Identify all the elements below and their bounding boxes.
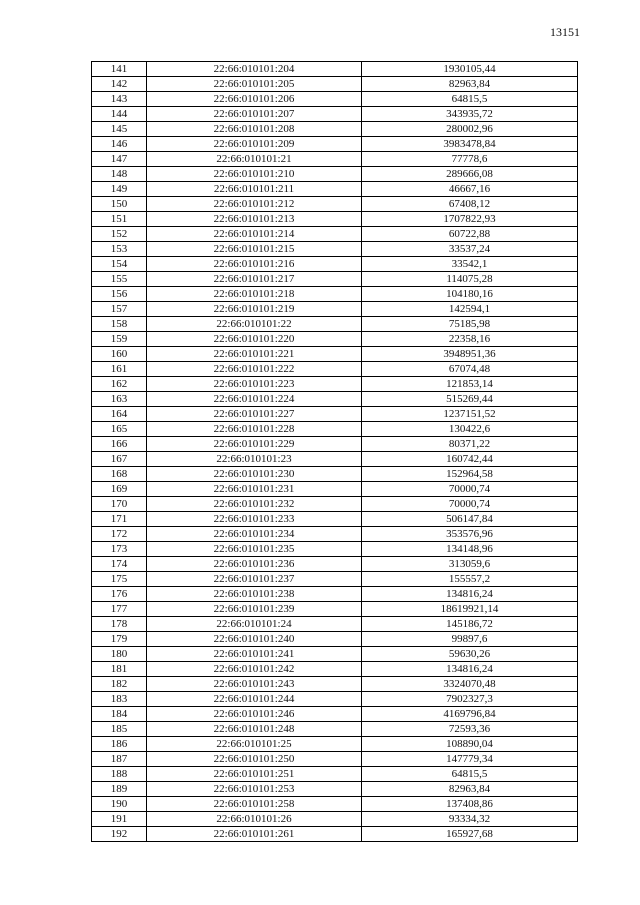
table-row — [92, 77, 578, 92]
cadastral-number-cell: 22:66:010101:223 — [147, 377, 362, 392]
table-row — [92, 692, 578, 707]
table-row — [92, 107, 578, 122]
cadastral-number-cell: 22:66:010101:240 — [147, 632, 362, 647]
table-row — [92, 482, 578, 497]
cadastral-value-cell: 59630,26 — [362, 647, 578, 662]
table-row — [92, 467, 578, 482]
table-row — [92, 212, 578, 227]
cadastral-number-cell: 22:66:010101:246 — [147, 707, 362, 722]
cadastral-number-cell: 22:66:010101:244 — [147, 692, 362, 707]
table-row — [92, 272, 578, 287]
table-row — [92, 662, 578, 677]
cadastral-number-cell: 22:66:010101:212 — [147, 197, 362, 212]
cadastral-number-cell: 22:66:010101:220 — [147, 332, 362, 347]
cadastral-number-cell: 22:66:010101:242 — [147, 662, 362, 677]
cadastral-number-cell: 22:66:010101:214 — [147, 227, 362, 242]
cadastral-value-cell: 93334,32 — [362, 812, 578, 827]
cadastral-number-cell: 22:66:010101:253 — [147, 782, 362, 797]
row-number-cell: 170 — [92, 497, 147, 512]
table-row — [92, 587, 578, 602]
row-number-cell: 169 — [92, 482, 147, 497]
row-number-cell: 184 — [92, 707, 147, 722]
table-row — [92, 257, 578, 272]
cadastral-value-cell: 114075,28 — [362, 272, 578, 287]
table-row — [92, 722, 578, 737]
table-row — [92, 797, 578, 812]
cadastral-number-cell: 22:66:010101:230 — [147, 467, 362, 482]
row-number-cell: 183 — [92, 692, 147, 707]
table-row — [92, 197, 578, 212]
table-row — [92, 62, 578, 77]
row-number-cell: 187 — [92, 752, 147, 767]
cadastral-number-cell: 22:66:010101:229 — [147, 437, 362, 452]
cadastral-number-cell: 22:66:010101:258 — [147, 797, 362, 812]
table-row — [92, 632, 578, 647]
cadastral-value-cell: 343935,72 — [362, 107, 578, 122]
cadastral-value-cell: 515269,44 — [362, 392, 578, 407]
row-number-cell: 142 — [92, 77, 147, 92]
cadastral-value-cell: 130422,6 — [362, 422, 578, 437]
cadastral-value-cell: 289666,08 — [362, 167, 578, 182]
cadastral-value-cell: 108890,04 — [362, 737, 578, 752]
cadastral-number-cell: 22:66:010101:250 — [147, 752, 362, 767]
cadastral-number-cell: 22:66:010101:216 — [147, 257, 362, 272]
cadastral-value-table — [91, 61, 578, 842]
cadastral-value-cell: 82963,84 — [362, 782, 578, 797]
cadastral-value-cell: 152964,58 — [362, 467, 578, 482]
table-row — [92, 767, 578, 782]
cadastral-number-cell: 22:66:010101:24 — [147, 617, 362, 632]
row-number-cell: 147 — [92, 152, 147, 167]
row-number-cell: 173 — [92, 542, 147, 557]
cadastral-value-cell: 75185,98 — [362, 317, 578, 332]
cadastral-value-cell: 104180,16 — [362, 287, 578, 302]
cadastral-number-cell: 22:66:010101:233 — [147, 512, 362, 527]
table-row — [92, 392, 578, 407]
cadastral-number-cell: 22:66:010101:25 — [147, 737, 362, 752]
cadastral-value-cell: 1237151,52 — [362, 407, 578, 422]
table-row — [92, 137, 578, 152]
table-row — [92, 152, 578, 167]
table-row — [92, 347, 578, 362]
table-row — [92, 182, 578, 197]
table-row — [92, 542, 578, 557]
cadastral-value-cell: 7902327,3 — [362, 692, 578, 707]
cadastral-number-cell: 22:66:010101:213 — [147, 212, 362, 227]
row-number-cell: 164 — [92, 407, 147, 422]
row-number-cell: 188 — [92, 767, 147, 782]
cadastral-number-cell: 22:66:010101:241 — [147, 647, 362, 662]
cadastral-value-cell: 77778,6 — [362, 152, 578, 167]
row-number-cell: 153 — [92, 242, 147, 257]
cadastral-value-cell: 134148,96 — [362, 542, 578, 557]
cadastral-number-cell: 22:66:010101:235 — [147, 542, 362, 557]
table-row — [92, 557, 578, 572]
cadastral-number-cell: 22:66:010101:248 — [147, 722, 362, 737]
row-number-cell: 149 — [92, 182, 147, 197]
row-number-cell: 189 — [92, 782, 147, 797]
cadastral-value-cell: 70000,74 — [362, 497, 578, 512]
row-number-cell: 178 — [92, 617, 147, 632]
table-row — [92, 92, 578, 107]
cadastral-value-cell: 33542,1 — [362, 257, 578, 272]
row-number-cell: 159 — [92, 332, 147, 347]
row-number-cell: 154 — [92, 257, 147, 272]
row-number-cell: 157 — [92, 302, 147, 317]
row-number-cell: 186 — [92, 737, 147, 752]
cadastral-number-cell: 22:66:010101:218 — [147, 287, 362, 302]
row-number-cell: 155 — [92, 272, 147, 287]
table-row — [92, 677, 578, 692]
table-row — [92, 737, 578, 752]
cadastral-number-cell: 22:66:010101:219 — [147, 302, 362, 317]
row-number-cell: 182 — [92, 677, 147, 692]
table-row — [92, 617, 578, 632]
table-row — [92, 512, 578, 527]
cadastral-value-cell: 18619921,14 — [362, 602, 578, 617]
cadastral-number-cell: 22:66:010101:222 — [147, 362, 362, 377]
row-number-cell: 143 — [92, 92, 147, 107]
cadastral-number-cell: 22:66:010101:204 — [147, 62, 362, 77]
row-number-cell: 160 — [92, 347, 147, 362]
table-row — [92, 437, 578, 452]
table-row — [92, 407, 578, 422]
cadastral-number-cell: 22:66:010101:208 — [147, 122, 362, 137]
cadastral-value-cell: 145186,72 — [362, 617, 578, 632]
cadastral-value-cell: 313059,6 — [362, 557, 578, 572]
cadastral-value-cell: 70000,74 — [362, 482, 578, 497]
row-number-cell: 165 — [92, 422, 147, 437]
row-number-cell: 177 — [92, 602, 147, 617]
cadastral-number-cell: 22:66:010101:207 — [147, 107, 362, 122]
row-number-cell: 148 — [92, 167, 147, 182]
cadastral-number-cell: 22:66:010101:251 — [147, 767, 362, 782]
cadastral-value-cell: 280002,96 — [362, 122, 578, 137]
row-number-cell: 185 — [92, 722, 147, 737]
row-number-cell: 163 — [92, 392, 147, 407]
row-number-cell: 151 — [92, 212, 147, 227]
cadastral-value-cell: 1930105,44 — [362, 62, 578, 77]
cadastral-number-cell: 22:66:010101:26 — [147, 812, 362, 827]
cadastral-number-cell: 22:66:010101:237 — [147, 572, 362, 587]
cadastral-number-cell: 22:66:010101:231 — [147, 482, 362, 497]
cadastral-value-cell: 33537,24 — [362, 242, 578, 257]
cadastral-value-cell: 4169796,84 — [362, 707, 578, 722]
row-number-cell: 168 — [92, 467, 147, 482]
row-number-cell: 161 — [92, 362, 147, 377]
table-row — [92, 377, 578, 392]
table-row — [92, 227, 578, 242]
cadastral-value-cell: 72593,36 — [362, 722, 578, 737]
row-number-cell: 172 — [92, 527, 147, 542]
cadastral-number-cell: 22:66:010101:21 — [147, 152, 362, 167]
table-row — [92, 752, 578, 767]
cadastral-number-cell: 22:66:010101:210 — [147, 167, 362, 182]
row-number-cell: 167 — [92, 452, 147, 467]
row-number-cell: 176 — [92, 587, 147, 602]
cadastral-value-cell: 67074,48 — [362, 362, 578, 377]
cadastral-number-cell: 22:66:010101:211 — [147, 182, 362, 197]
row-number-cell: 191 — [92, 812, 147, 827]
table-row — [92, 242, 578, 257]
row-number-cell: 152 — [92, 227, 147, 242]
row-number-cell: 141 — [92, 62, 147, 77]
row-number-cell: 166 — [92, 437, 147, 452]
cadastral-number-cell: 22:66:010101:238 — [147, 587, 362, 602]
cadastral-value-cell: 82963,84 — [362, 77, 578, 92]
table-row — [92, 812, 578, 827]
row-number-cell: 181 — [92, 662, 147, 677]
table-row — [92, 317, 578, 332]
cadastral-value-cell: 147779,34 — [362, 752, 578, 767]
cadastral-number-cell: 22:66:010101:205 — [147, 77, 362, 92]
cadastral-value-cell: 142594,1 — [362, 302, 578, 317]
table-row — [92, 332, 578, 347]
cadastral-value-cell: 22358,16 — [362, 332, 578, 347]
row-number-cell: 171 — [92, 512, 147, 527]
cadastral-value-cell: 134816,24 — [362, 587, 578, 602]
row-number-cell: 175 — [92, 572, 147, 587]
cadastral-value-cell: 165927,68 — [362, 827, 578, 842]
cadastral-number-cell: 22:66:010101:234 — [147, 527, 362, 542]
table-row — [92, 362, 578, 377]
cadastral-number-cell: 22:66:010101:206 — [147, 92, 362, 107]
table-row — [92, 167, 578, 182]
cadastral-value-cell: 137408,86 — [362, 797, 578, 812]
cadastral-value-cell: 46667,16 — [362, 182, 578, 197]
row-number-cell: 146 — [92, 137, 147, 152]
row-number-cell: 162 — [92, 377, 147, 392]
cadastral-value-cell: 64815,5 — [362, 92, 578, 107]
cadastral-number-cell: 22:66:010101:224 — [147, 392, 362, 407]
row-number-cell: 150 — [92, 197, 147, 212]
cadastral-value-cell: 60722,88 — [362, 227, 578, 242]
row-number-cell: 179 — [92, 632, 147, 647]
cadastral-value-cell: 80371,22 — [362, 437, 578, 452]
cadastral-value-cell: 99897,6 — [362, 632, 578, 647]
table-row — [92, 707, 578, 722]
row-number-cell: 190 — [92, 797, 147, 812]
table-row — [92, 422, 578, 437]
table-row — [92, 302, 578, 317]
cadastral-number-cell: 22:66:010101:243 — [147, 677, 362, 692]
cadastral-number-cell: 22:66:010101:215 — [147, 242, 362, 257]
table-row — [92, 497, 578, 512]
table-row — [92, 287, 578, 302]
cadastral-number-cell: 22:66:010101:228 — [147, 422, 362, 437]
table-row — [92, 827, 578, 842]
row-number-cell: 174 — [92, 557, 147, 572]
table-row — [92, 602, 578, 617]
cadastral-number-cell: 22:66:010101:239 — [147, 602, 362, 617]
cadastral-number-cell: 22:66:010101:236 — [147, 557, 362, 572]
cadastral-number-cell: 22:66:010101:261 — [147, 827, 362, 842]
cadastral-value-cell: 3948951,36 — [362, 347, 578, 362]
cadastral-value-cell: 3324070,48 — [362, 677, 578, 692]
cadastral-value-cell: 64815,5 — [362, 767, 578, 782]
row-number-cell: 144 — [92, 107, 147, 122]
cadastral-value-cell: 67408,12 — [362, 197, 578, 212]
table-row — [92, 572, 578, 587]
cadastral-number-cell: 22:66:010101:209 — [147, 137, 362, 152]
row-number-cell: 145 — [92, 122, 147, 137]
cadastral-number-cell: 22:66:010101:221 — [147, 347, 362, 362]
cadastral-value-cell: 1707822,93 — [362, 212, 578, 227]
cadastral-value-cell: 134816,24 — [362, 662, 578, 677]
cadastral-value-cell: 160742,44 — [362, 452, 578, 467]
cadastral-number-cell: 22:66:010101:227 — [147, 407, 362, 422]
cadastral-value-cell: 155557,2 — [362, 572, 578, 587]
table-row — [92, 527, 578, 542]
table-row — [92, 782, 578, 797]
cadastral-value-cell: 353576,96 — [362, 527, 578, 542]
row-number-cell: 192 — [92, 827, 147, 842]
row-number-cell: 156 — [92, 287, 147, 302]
cadastral-number-cell: 22:66:010101:232 — [147, 497, 362, 512]
table-row — [92, 647, 578, 662]
cadastral-number-cell: 22:66:010101:217 — [147, 272, 362, 287]
cadastral-value-cell: 121853,14 — [362, 377, 578, 392]
row-number-cell: 158 — [92, 317, 147, 332]
cadastral-number-cell: 22:66:010101:23 — [147, 452, 362, 467]
row-number-cell: 180 — [92, 647, 147, 662]
cadastral-number-cell: 22:66:010101:22 — [147, 317, 362, 332]
page-number: 13151 — [550, 25, 580, 39]
cadastral-value-cell: 3983478,84 — [362, 137, 578, 152]
table-row — [92, 122, 578, 137]
table-body — [92, 62, 578, 842]
cadastral-value-cell: 506147,84 — [362, 512, 578, 527]
table-row — [92, 452, 578, 467]
